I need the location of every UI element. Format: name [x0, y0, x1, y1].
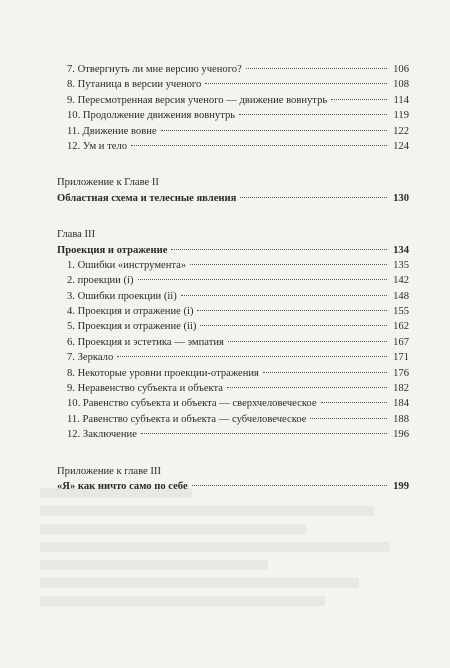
- toc-entry[interactable]: [57, 273, 409, 288]
- spacer: [57, 154, 409, 175]
- toc-entry[interactable]: [57, 412, 409, 427]
- toc-entry-title: 7. Отвергнуть ли мне версию ученого?: [67, 64, 242, 75]
- toc-entry[interactable]: [57, 289, 409, 304]
- leader-dots: [227, 387, 387, 388]
- toc-entry[interactable]: [57, 366, 409, 381]
- leader-dots: [192, 485, 387, 486]
- toc-entry-page: 142: [393, 275, 409, 287]
- toc-entry-title: 6. Проекция и эстетика — эмпатия: [67, 336, 224, 348]
- toc-entry-page: 148: [393, 290, 409, 302]
- toc-entry-page: 130: [393, 192, 409, 204]
- toc-entry[interactable]: [57, 479, 409, 494]
- toc-entry-page: 182: [393, 383, 409, 395]
- leader-dots: [117, 356, 387, 357]
- toc-entry-title: 7. Зеркало: [67, 352, 114, 364]
- toc-entry[interactable]: [57, 381, 409, 396]
- toc-entry-page: 135: [393, 259, 409, 271]
- toc-entry-page: 176: [393, 367, 409, 379]
- toc-entry[interactable]: [57, 304, 409, 319]
- toc-entry-title: 12. Заключение: [67, 429, 137, 441]
- toc-entry-page: 155: [393, 306, 409, 318]
- toc-entry-page: 134: [393, 244, 409, 256]
- toc-entry-page: 124: [393, 140, 409, 152]
- toc-entry[interactable]: [57, 350, 409, 365]
- toc-entry-title: 9. Пересмотренная версия ученого — движение вовнутрь: [67, 94, 328, 106]
- toc-entry-page: 184: [393, 398, 409, 410]
- leader-dots: [181, 295, 387, 296]
- appendix-heading: Приложение к Главе II: [57, 177, 159, 189]
- leader-dots: [263, 372, 387, 373]
- appendix-heading: Приложение к главе III: [57, 465, 161, 477]
- toc-entry-title: 3. Ошибки проекции (ii): [67, 290, 177, 302]
- toc-entry-title: 1. Ошибки «инструмента»: [67, 259, 187, 271]
- leader-dots: [331, 99, 387, 100]
- toc-entry-page: 114: [393, 94, 409, 106]
- leader-dots: [161, 130, 387, 131]
- toc-entry-page: 167: [393, 336, 409, 348]
- chapter-heading: Глава III: [57, 229, 96, 241]
- toc-entry-title: 5. Проекция и отражение (ii): [67, 321, 197, 333]
- toc-entry-title: 10. Равенство субъекта и объекта — сверхчеловеческое: [67, 398, 317, 410]
- toc-entry[interactable]: [57, 108, 409, 123]
- leader-dots: [190, 264, 387, 265]
- toc-entry[interactable]: [57, 427, 409, 442]
- leader-dots: [131, 145, 387, 146]
- show-through-texture: [40, 480, 420, 630]
- toc-entry-title: 4. Проекция и отражение (i): [67, 306, 194, 318]
- leader-dots: [197, 310, 387, 311]
- toc-entry-title: 2. проекции (i): [67, 275, 134, 287]
- toc-entry-page: 171: [393, 352, 409, 364]
- toc-entry[interactable]: [57, 258, 409, 273]
- toc-entry-title: 11. Движение вовне: [67, 125, 157, 137]
- toc-entry-title: 10. Продолжение движения вовнутрь: [67, 110, 236, 122]
- toc-entry[interactable]: [57, 319, 409, 334]
- toc-entry[interactable]: [57, 396, 409, 411]
- leader-dots: [138, 279, 388, 280]
- toc-entry-page: 196: [393, 429, 409, 441]
- toc-entry-title: «Я» как ничто само по себе: [57, 480, 188, 492]
- leader-dots: [228, 341, 387, 342]
- toc-entry[interactable]: [57, 124, 409, 139]
- toc-entry-page: 122: [393, 125, 409, 137]
- toc-entry-page: 162: [393, 321, 409, 333]
- leader-dots: [310, 418, 387, 419]
- toc-entry-page: 119: [393, 110, 409, 122]
- toc-entry[interactable]: [57, 191, 409, 206]
- toc-entry[interactable]: [57, 77, 409, 92]
- toc-entry-page: 108: [393, 79, 409, 91]
- toc-entry[interactable]: [57, 62, 409, 77]
- toc-entry-title: 12. Ум и тело: [67, 140, 128, 152]
- table-of-contents: [57, 62, 409, 494]
- leader-dots: [200, 325, 387, 326]
- toc-entry-page: 188: [393, 413, 409, 425]
- toc-entry[interactable]: [57, 93, 409, 108]
- toc-entry[interactable]: [57, 243, 409, 258]
- toc-entry[interactable]: [57, 335, 409, 350]
- spacer: [57, 206, 409, 227]
- toc-entry-title: 11. Равенство субъекта и объекта — субчеловеческое: [67, 413, 307, 425]
- leader-dots: [141, 433, 387, 434]
- toc-entry-page: 199: [393, 480, 409, 492]
- leader-dots: [246, 68, 387, 69]
- spacer: [57, 443, 409, 464]
- leader-dots: [171, 249, 387, 250]
- leader-dots: [321, 402, 387, 403]
- toc-entry-title: Проекция и отражение: [57, 244, 168, 256]
- toc-entry-page: 106: [393, 64, 409, 75]
- toc-entry-title: 9. Неравенство субъекта и объекта: [67, 383, 223, 395]
- toc-entry-title: Областная схема и телесные явления: [57, 192, 237, 204]
- leader-dots: [205, 83, 387, 84]
- leader-dots: [239, 114, 387, 115]
- leader-dots: [240, 197, 387, 198]
- toc-entry[interactable]: [57, 139, 409, 154]
- toc-entry-title: 8. Некоторые уровни проекции-отражения: [67, 367, 259, 379]
- toc-entry-title: 8. Путаница в версии ученого: [67, 79, 202, 91]
